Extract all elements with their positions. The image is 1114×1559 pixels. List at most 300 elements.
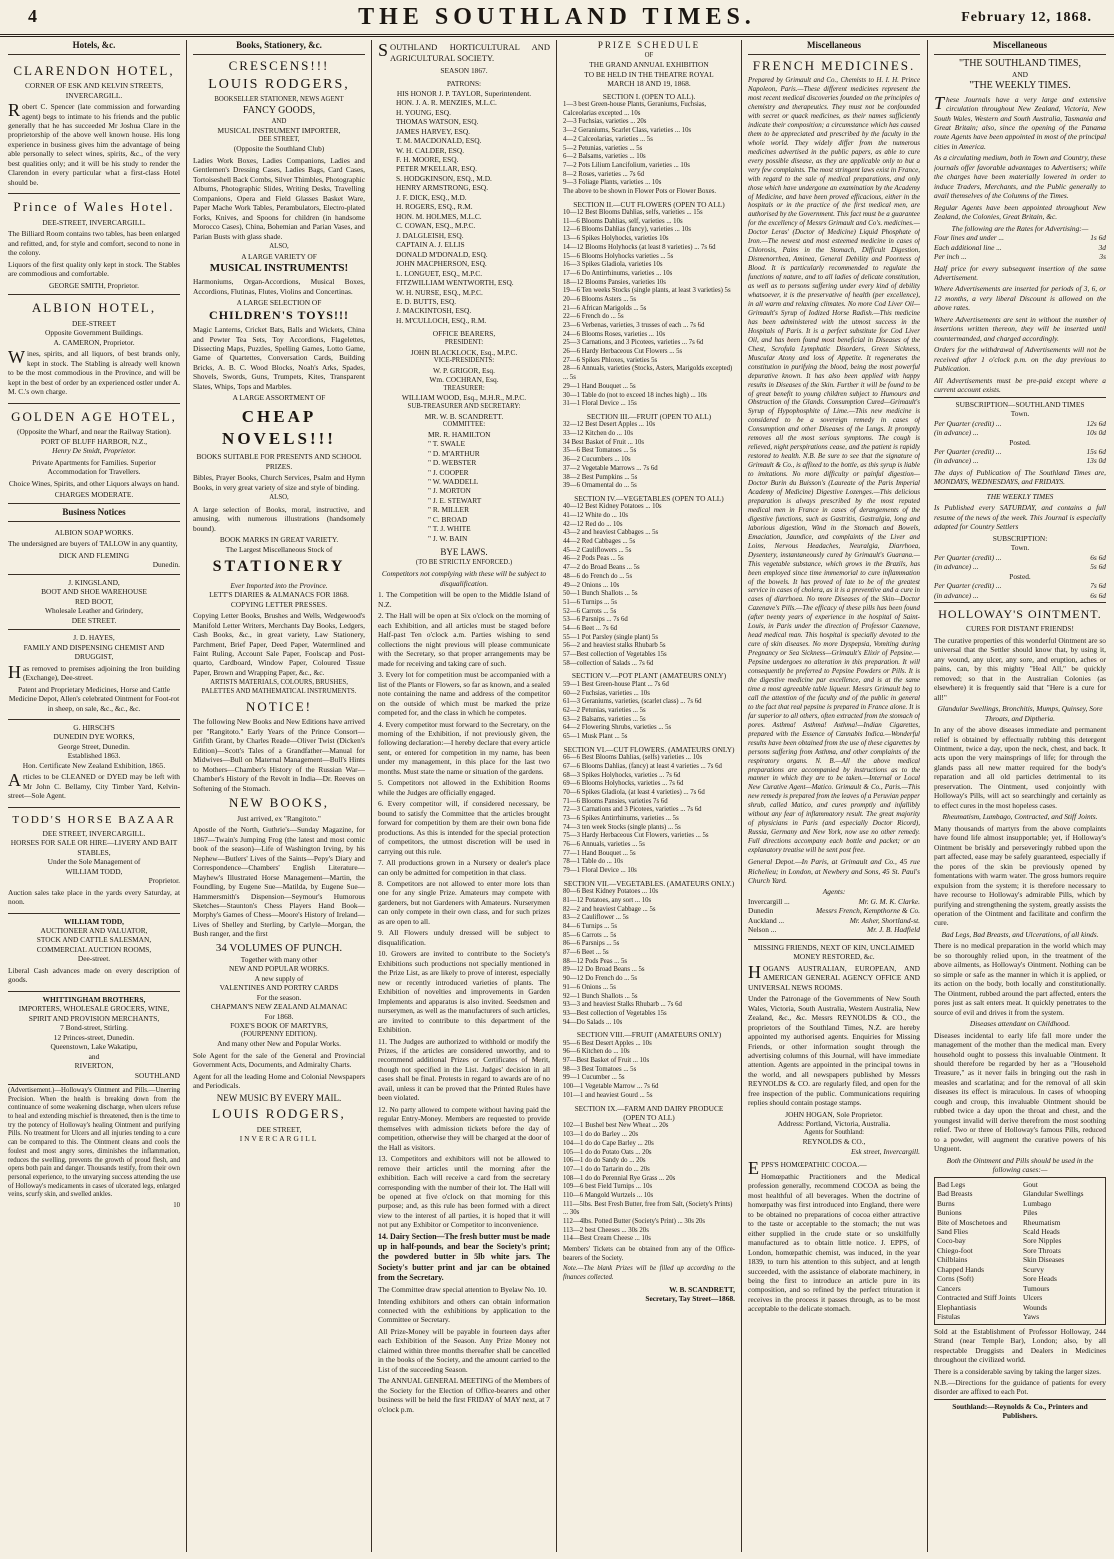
prize-line: 46—2 Pods Peas ... 5s xyxy=(563,555,624,563)
prize-line: 17—6 Do Antirrhinums, varieties ... 10s xyxy=(563,269,673,277)
ad-title: CRESCENS!!! xyxy=(228,57,330,73)
prize-line: 90—12 Do French do ... 5s xyxy=(563,975,638,983)
column-rule xyxy=(371,40,372,1552)
ad-body: Robert C. Spencer (late commission and forwarding agent) begs to intimate to his friends and the public generally that he has succeeded Mr Joshua Clare in the proprietorship of the above well known house. His long experience in business gives him the advantage of being able personally to select wines, spirits, &c., of the very best qualities only; and it will be his study to render the Clarendon in every particular what a first-class Hotel should be. xyxy=(8,100,180,187)
patron: JAMES HARVEY, ESQ. xyxy=(396,126,471,136)
prize-line: 56—2 and heaviest stalks Rhubarb 5s xyxy=(563,642,666,650)
committee-member: " T. SWALE xyxy=(428,439,466,449)
ad-body: There is no medical preparation in the world which may be so thoroughly relied upon, in the treatment of the above ailments, as Holloway's Ointment. Nothing can be so simple or safe as the manner in which it is applied, or its action on the body, both locally and constitutionally. The Ointment, rubbed around the part affected, enters the pores just as salt enters meat. It quickly penetrates to the source of evil and drives it from the system. xyxy=(934,941,1106,1017)
ad-golden-age-hotel xyxy=(8,404,180,505)
patron: FITZWILLIAM WENTWORTH, ESQ. xyxy=(396,278,514,288)
ad-hirsch-dye-works xyxy=(8,720,180,808)
bylaw: 7. All productions grown in a Nursery or dealer's place can only be admitted for competition in that class. xyxy=(378,858,550,877)
prize-line: 3—2 Geraniums, Scarlet Class, varieties ... 10s xyxy=(563,127,692,135)
subscription-heading: SUBSCRIPTION: xyxy=(992,533,1048,543)
subscription-type: Posted. xyxy=(1009,571,1031,581)
ad-note: The Largest Miscellaneous Stock of xyxy=(225,544,333,554)
case-item: Chiego-foot xyxy=(937,1245,973,1255)
column-horticultural xyxy=(378,40,550,1550)
ad-title: FRENCH MEDICINES. xyxy=(752,57,916,73)
prize-line: 32—12 Best Desert Apples ... 10s xyxy=(563,421,656,429)
prize-line: 87—6 Beet ... 5s xyxy=(563,949,609,957)
ad-subhead: Diseases attendant on Childhood. xyxy=(969,1019,1071,1029)
ad-address: (Opposite the Southland Club) xyxy=(233,144,325,154)
column-rule xyxy=(186,40,187,1552)
case-item: Scurvy xyxy=(1023,1264,1044,1274)
prize-line: 7—2 Pots Lilium Lancifolium, varieties ... 10s xyxy=(563,161,690,169)
bylaw: 2. The Hall will be open at Six o'clock on the morning of each Exhibition, and all articles must be staged before Half-past Ten o'clock a.m. Parties wishing to send collections the night previous will please communicate with the Secretary, so that proper arrangements may be made for receiving and taking care of such. xyxy=(378,611,550,668)
ad-subtitle: BOOT AND SHOE WAREHOUSE xyxy=(41,587,147,597)
schedule-note: Note.—The blank Prizes will be filled up according to the finances collected. xyxy=(563,1265,735,1282)
prize-line: 73—6 Spikes Antirrhinums, varieties ... 5s xyxy=(563,814,679,822)
prize-line: 81—12 Potatoes, any sort ... 10s xyxy=(563,896,652,904)
prize-section-title: SECTION I. (OPEN TO ALL). xyxy=(602,91,696,101)
prize-line: 72—3 Carnations and 3 Picotees, varieties ... 7s 6d xyxy=(563,806,702,814)
column-rule xyxy=(927,40,928,1552)
ad-subtitle: COPYING LETTER PRESSES. xyxy=(230,599,328,609)
prize-line: 86—6 Parsnips ... 5s xyxy=(563,940,620,948)
case-item: Burns xyxy=(937,1198,955,1208)
prize-line: 96—6 Kitchen do ... 10s xyxy=(563,1048,630,1056)
patron: J. DALGLEISH, ESQ. xyxy=(396,230,464,240)
ad-note: ARTISTS MATERIALS, COLOURS, BRUSHES, PALETTES AND MATHEMATICAL INSTRUMENTS. xyxy=(201,679,357,696)
prize-line: 57—Best collection of Vegetables 15s xyxy=(563,651,667,659)
prize-line: 78—1 Table do ... 10s xyxy=(563,858,624,866)
prize-line: 108—1 do do Perennial Rye Grass ... 20s xyxy=(563,1174,676,1182)
prize-line: 95—6 Best Desert Apples ... 10s xyxy=(563,1039,652,1047)
schedule-date: MARCH 18 AND 19, 1868. xyxy=(607,79,691,89)
patron: HON. M. HOLMES, M.L.C. xyxy=(396,211,482,221)
treasurer: WILLIAM WOOD, Esq., M.H.R., M.P.C. xyxy=(401,393,527,403)
prize-line: 111—5lbs. Best Fresh Butter, free from Salt, (Society's Prints) ... 30s xyxy=(563,1200,733,1217)
prize-line: 54—6 Beet ... 7s 6d xyxy=(563,624,618,632)
prize-line: 82—2 and heaviest Cabbage ... 5s xyxy=(563,905,656,913)
role-heading: PRESIDENT: xyxy=(444,338,484,346)
ad-title: NOTICE! xyxy=(246,698,312,714)
ad-body: Agent for all the leading Home and Colonial Newspapers and Periodicals. xyxy=(193,1071,365,1091)
ad-body: HORSES FOR SALE OR HIRE—LIVERY AND BAIT STABLES, xyxy=(10,838,178,857)
prize-line: 43—2 and heaviest Cabbages ... 5s xyxy=(563,529,659,537)
ad-title: G. HIRSCH'S xyxy=(73,722,115,732)
ad-body: Auction sales take place in the yards every Saturday, at noon. xyxy=(8,887,180,907)
prize-line: 84—6 Turnips ... 5s xyxy=(563,923,618,931)
committee-member: " D. M'ARTHUR xyxy=(428,448,480,458)
prize-line: 67—6 Blooms Dahlias, (fancy) at least 4 varieties ... 7s 6d xyxy=(563,762,722,770)
patron: JOHN MACPHERSON, ESQ. xyxy=(396,259,487,269)
prize-line: 114—Best Cream Cheese ... 10s xyxy=(563,1235,651,1243)
ad-title: LOUIS RODGERS, xyxy=(208,77,350,93)
ad-todds-horse-bazaar xyxy=(8,808,180,914)
ad-subtitle: FANCY GOODS, xyxy=(242,104,316,116)
ad-subtitle: MUSICAL INSTRUMENT IMPORTER, xyxy=(217,126,341,136)
masthead xyxy=(0,0,1114,37)
prize-line: 113—2 best Cheeses ... 30s 20s xyxy=(563,1226,649,1234)
bylaws-intro: Competitors not complying with these will be subject to disqualification. xyxy=(381,569,547,588)
rate-row: (in advance) ... 6s 6d xyxy=(934,590,1106,600)
ad-note: Hon. Certificate New Zealand Exhibition, 1865. xyxy=(22,760,166,770)
ad-subtitle: VALENTINES AND PORTRY CARDS xyxy=(219,983,339,993)
prize-section-title: SECTION VI.—CUT FLOWERS. (AMATEURS ONLY) xyxy=(563,744,735,754)
bylaw: 10. Growers are invited to contribute to the Society's Exhibitions such productions not specially mentioned in the Prize List, as are likely to prove of interest, especially new or recently introduced varieties of plants. The Exhibition of novelties and improvements in Garden Implements and apparatus is also invited. Seedsmen and nurserymen, as well as the manufacturers of such articles, are invited to contribute to this department of the Exhibition. xyxy=(378,949,550,1035)
rates-note: Orders for the withdrawal of Advertisements will not be received after 1 o'clock p.m. on the day previous to Publication. xyxy=(934,345,1106,374)
bylaws-note: (TO BE STRICTLY ENFORCED.) xyxy=(415,558,513,566)
ad-note: A LARGE VARIETY OF xyxy=(241,251,317,261)
weekly-body: Is Published every SATURDAY, and contains a full resume of the news of the week. This Journal is especially adapted for Country Settlers xyxy=(934,503,1106,532)
ad-note: Established 1863. xyxy=(67,751,121,761)
prize-line: 37—2 Vegetable Marrows ... 7s 6d xyxy=(563,464,658,472)
ad-body: Homœpathic Practitioners and the Medical profession generally, recommend COCOA as being the most healthful of all beverages. When the doctrine of homœpathy was first introduced into England, there were to be obtained no preparations of cocoa either attractive to the taste or acceptable to the stomach; the nut was either supplied in the crude state or so unskilfully manufactured as to obtain little notice. J. EPPS, of London, homœpathic chemist, was induced, in the year 1839, to turn his attention to this subject, and at length succeeded, with the assistance of elaborate machinery, in being the first to introduce an article pure in its composition, and so refined by the perfect trituration it receives in the process it passes through, as to be most acceptable to the delicate stomach. xyxy=(748,1171,920,1314)
prize-line: 76—6 Annuals, varieties ... 5s xyxy=(563,841,645,849)
prize-section-title: SECTION IV.—VEGETABLES (OPEN TO ALL) xyxy=(574,493,724,503)
rates-heading: The following are the Rates for Advertising:— xyxy=(951,223,1089,233)
ad-note: For the season. xyxy=(256,992,302,1002)
prize-line: 105—1 do do Potato Oats ... 20s xyxy=(563,1148,652,1156)
ad-address: DEE STREET, xyxy=(258,135,300,143)
prize-line: 71—6 Blooms Pansies, varieties 7s 6d xyxy=(563,797,668,805)
prize-line: 80—6 Best Kidney Potatoes ... 10s xyxy=(563,888,659,896)
ad-body: Harmoniums, Organ-Accordions, Musical Boxes, Accordions, Flutinas, Flutes, Violins and Concertinas. xyxy=(193,277,365,296)
ad-subtitle: BOOKSELLER STATIONER, NEWS AGENT xyxy=(214,96,344,104)
column-miscellaneous-2 xyxy=(934,40,1106,1550)
ad-title: CLARENDON HOTEL, xyxy=(13,62,175,78)
ad-body: Prepared by Grimault and Co., Chemists to H. I. H. Prince Napoleon, Paris.—These different medicines represent the most recent medical discoveries founded on the principles of chemistry and therapeutics. They must not be confounded with secret or quack medicines, as their names sufficiently indicate their composition; a circumstance which has caused them to be appreciated and prescribed by the faculty in the whole world. They widely differ from the numerous medicines advertised in the public papers, as able to cure every possible disease, as they are applicable only to but a very few complaints. The most stringent laws exist in France, with regard to the sale of medical preparations, and only those which have undergone an examination by the Academy of Medicine, and have been proved efficacious, either in the hospitals or in the practice of the first medical men, are authorised by the Government. This fact must be a guarantee for the excellency of Messrs Grimault and Co's. medicines.—Doctor Leras' (Doctor of Medicine) Liquid Phosphate of Iron.—The newest and most esteemed medicine in cases of Chlorosis, Pains in the Stomach, Difficult Digestion, Dismenorrhea, Aminea, General Debility and Poorness of Blood. It is particularly recommended to regulate the functions of nature, and to all ladies of delicate constitution, as well as to persons suffering under every kind of debility whatsoever, it is the preservative of health (per excellence), in all warm and relaxing climates. No more Cod Liver Oil—Grimault's Syrup of Iodized Horse Radish.—This medicine has been administered with the utmost success in the Hospitals of Paris. It is a perfect substitute for Cod Liver Oil, and has been found most beneficial in Diseases of the Chest, Scrofula Lymphatic Disorders, Green Sickness, Muscular Atony and loss of Appetite. It regenerates the constitution in purifying the blood, being the most powerful depurative known. It has also been applied with happy results in Diseases of the Skin. Further it will be found to be of great benefit to young children subject to Humours and Obstruction of the Glands. Consumption Cured—Grimault's Syrup of Hypophosphite of Lime.—This new medicine is considered to be a sovereign remedy in cases of Consumption and other Diseases of the Lungs. It promptly removes all the most serious symptoms. The cough is relieved, night perspirations cease, and the patient is rapidly restored to health. N.B. Be sure to see that the signature of Grimault & Co., is affixed to the bottle, as this syrup is liable to imitations. No more difficulty or painful digestion—Doctor Burin du Buisson's (Laureate of the Paris Imperial Academy of Medicine) Digestive Lozenges.—This delicious preparation is always prescribed by the most reputed medical men in France in cases of derangements of the digestive functions, such as Gastritis, Gastralgia, long and laborious digestion, Wind in the Stomach and Bowels, Emaciation, Jaundice, and complaints of the Liver and Loins, Nervous Headaches, Neuralgia, Diarrhoea, Dysentery, instantaneously cured by Grimault's Guarana.—This vegetable substance, which grows in the Brazils, has been employed since time immemorial to cure inflammation of the bowels. It has proved of late to be of the greatest service in cases of cholera, as it is a preventive and a cure in cases of diarrhoea. No more Diseases of the Skin—Doctor Cazenave's Pills.—The efficacy of these pills has been found (after twenty years of experience in the hospital of Saint-Louis, in Paris under the direction of Professor Cazenave, head medical man. This hospital is specially devoted to the cure of skin diseases. No more Dyspepsia, Vomiting during Pregnancy or Sea Sickness—Grimault's Elixir of Pepsine.—Pepsine undergoes no alteration in this preparation. It will consequently be preferred to Pepsine Powders or Pills. It is the digestive medicine par excellence, and is at the same time a most agreeable table liqueur. Messrs Grimault beg to call the attention of the faculty and of the public in general to the fact that real pepsine is prepared in France alone. It is far superior to all others, often extracted from the stomach of pores. Asthma! Asthma! Asthma!—Indian Cigarettes, prepared with the Essence of Cannabis Indica.—Wonderful results have been obtained from the use of these cigarettes by persons suffering from Asthma, and other complaints of the respiratory organs. N. B.—All the above medical preparations are accompanied by instructions as to the manner in which they are to be taken.—Internal or Local New Curative Agent—Matico. Grimault & Co., Paris.—This new remedy is prepared from the leaves of a Peruvian pepper shrub, called Matico, and cures promptly and infallibly without any fear of inflammatory result. The great majority of physicians in Paris (and especially Doctor Ricord), Russia, Germany and New York, now use no other remedy. Full directions accompany each bottle and packet; or an explanatory treatise will be sent post free. xyxy=(748,76,920,855)
agent-row: Invercargill ... Mr. G. M. K. Clarke. xyxy=(748,896,920,906)
schedule-signature: W. B. SCANDRETT, xyxy=(669,1284,735,1294)
ad-address: RIVERTON, xyxy=(74,1061,114,1071)
prize-line: 39—6 Ornamental do ... 5s xyxy=(563,482,637,490)
ad-body: Liquors of the first quality only kept in stock. The Stables are commodious and comfortable. xyxy=(8,259,180,279)
ad-note: For 1868. xyxy=(264,1011,294,1021)
ad-note: And many other New and Popular Works. xyxy=(217,1039,341,1049)
prize-line: 44—2 Red Cabbages ... 5s xyxy=(563,538,636,546)
prize-line: 66—6 Best Blooms Dahlias, (selfs) varieties ... 10s xyxy=(563,754,703,762)
prize-line: 33—12 Kitchen do ... 10s xyxy=(563,430,634,438)
bylaw: 4. Every competitor must forward to the Secretary, on the morning of the Exhibition, if not previously given, the following declaration:—I hereby declare that every article sent, or entered for competition in my name, has been under my management, in this place for the last two months. Must state the name or situation of the gardens. xyxy=(378,719,550,776)
ad-body: The following New Books and New Editions have arrived per "Rangitoto." Early Years of the Prince Consort—Grifith Grant, by Charles Reade—Oliver Twist (Dicken's Edition)—Scott's Tales of a Grandfather—Manual for Midwives—Bull on Maternal Management—Bull's Hints to Mothers—Chamber's History of the Russian War—Chamber's History of the Revolt in India—Dr. Reeves on Softening of the Stomach. xyxy=(193,717,365,793)
column-hotels xyxy=(8,40,180,1550)
rate-row: Each additional line ... 3d xyxy=(934,242,1106,252)
ad-body: The Billiard Room contains two tables, has been enlarged and refitted, and, for style and comfort, second to none in the colony. xyxy=(8,229,180,258)
role-heading: SUB-TREASURER AND SECRETARY: xyxy=(407,402,521,410)
prize-line: 31—1 Floral Device ... 15s xyxy=(563,400,637,408)
bylaw: 12. No party allowed to compete without having paid the regular Entry-Money. Members are requested to provide themselves with admission tickets before the day of competition, otherwise they will be charged at the door of the Hall as visitors. xyxy=(378,1104,550,1152)
ad-body: Bibles, Prayer Books, Church Services, Psalm and Hymn Books, in very great variety of size and style of binding. xyxy=(193,473,365,492)
ad-body: Apostle of the North, Guthrie's—Sunday Magazine, for 1867—Twain's Jumping Frog (the latest and most comic book of the season)—Life of Washington Irving, by his Nephew—Butlers' Lives of the Saints—Pepy's Diary and Correspondence—Chambers' English Literature—Mayhew's Illustrated Horse Management—Martin, the Foundling, by Eugene Sue—Matilda, by Eugene Sue—Hammersmith's Dispension—Seymour's Humorous Sketches—Staunton's Chess Players Hand Book—Morphy's Games of Chess—Moore's History of Ireland—Lives of Shelley and Sterling, by Carlyle—Morgan, the Bush ranger, and the first xyxy=(193,825,365,939)
patron: H. M'CULLOCH, ESQ., R.M. xyxy=(396,315,487,325)
ad-subhead: Rheumatism, Lumbago, Contracted, and Stiff Joints. xyxy=(942,812,1098,822)
prize-line: 28—6 Annuals, varieties (Stocks, Asters, Marigolds excepted) ... 5s xyxy=(563,365,733,382)
bylaw: 13. Competitors and exhibitors will not be allowed to remove their articles until the morning after the exhibition. Each will receive a card from the secretary corresponding with the number of their lot. The Hall will be opened at five o'clock on that morning for this purpose; and, as this rule has been formed with a direct view to the interest of all parties, it is hoped that it will not put any Exhibitor or Competitor to inconvenience. xyxy=(378,1154,550,1230)
committee-list xyxy=(378,430,550,544)
ad-subtitle: DUNEDIN DYE WORKS, xyxy=(53,732,135,742)
ad-note: Ever Imported into the Province. xyxy=(230,580,328,590)
members-note: Members' Tickets can be obtained from any of the Office-bearers of the Society. xyxy=(563,1246,735,1262)
rate-row: (in advance) ... 10s 0d xyxy=(934,428,1106,438)
ad-subtitle: (Opposite the Wharf, and near the Railway Station). xyxy=(17,427,171,437)
prize-line: 41—12 White do ... 10s xyxy=(563,512,629,520)
ad-subtitle: FAMILY AND DISPENSING CHEMIST AND DRUGGIST, xyxy=(23,642,165,662)
patron: CAPTAIN A. J. ELLIS xyxy=(396,240,465,250)
ad-note: Together with many other xyxy=(240,954,318,964)
ad-address: DEE-STREET xyxy=(72,318,116,328)
society-title: SOUTHLAND HORTICULTURAL AND AGRICULTURAL SOCIETY. xyxy=(378,40,550,63)
holloway-advertisement: (Advertisement.)—Holloway's Ointment and Pills.—Unerring Precision. When the health is breaking down from the continuance of some weakening discharge, when ulcers refuse to heal and extending mischief is threatened, then is the time to try the potency of Holloway's healing Ointment and purifying Pills. No treatment for Ulcers and all injuries tending to a cure can be compared to this. The Ointment cleans and cools the foulest and most angry sores, diminishes the inflammation, reduces the swelling, prevents the growth of proud flesh, and opens both pain and danger. Thousands testify, from their own personal experience, to the unvarying success attending the use of Holloway's medicaments in cases of ulcerated legs, enlarged veins, scurfy skin, and swelled ankles. xyxy=(8,1087,180,1199)
patron: PETER M'KELLAR, ESQ. xyxy=(396,164,477,174)
ad-subtitle: BOOKS SUITABLE FOR PRESENTS AND SCHOOL PRIZES. xyxy=(196,452,362,471)
ad-note: Just arrived, ex "Rangitoto." xyxy=(237,813,321,823)
committee-member: " J. E. STEWART xyxy=(428,495,482,505)
bylaw: 6. Every competitor will, if considered necessary, be bound to satisfy the Committee that the articles brought forward for competition by them are their own bona fide productions. As this is intended for the special protection of competitors, the utmost discretion will be used in carrying out this rule. xyxy=(378,799,550,856)
prize-line: 42—12 Red do ... 10s xyxy=(563,520,623,528)
prize-line: 12—6 Blooms Dahlias (fancy), varieties ... 10s xyxy=(563,226,691,234)
column-rule xyxy=(741,40,742,1552)
subscription-type: Posted. xyxy=(1009,437,1031,447)
committee-member: " T. J. WHITE xyxy=(428,524,471,534)
ad-title: WILLIAM TODD, xyxy=(63,916,125,926)
bylaw: 5. Competitors not allowed in the Exhibition Rooms while the Judges are officially engaged. xyxy=(378,778,550,797)
ad-body: Patent and Proprietary Medicines, Horse and Cattle Medicine Depot, Allen's celebrated Ointment for Foot-rot in sheep, on sale, &c., &c., &c. xyxy=(8,684,180,713)
ad-address: Opposite Government Buildings. xyxy=(45,328,143,338)
notice: The ANNUAL GENERAL MEETING of the Members of the Society for the Election of Office-bearers and other business will be held the first FRIDAY of MAY next, at 7 o'clock p.m. xyxy=(378,1376,550,1414)
ad-title: TODD'S HORSE BAZAAR xyxy=(12,813,176,826)
ad-body: Under the Patronage of the Governments of New South Wales, Victoria, South Australia, Western Australia, New Zealand, &c., &c. Messrs REYNOLDS & CO., the proprietors of the Southland Times, N.Z. are hereby appointed my authorised agents. Enquiries for Missing Friends, or other information sought through the advertising columns of this Journal, will have immediate attention. Agents are appointed in the principal towns in the world, and all newspapers published by Messrs REYNOLDS & CO. are regularly filed, and open for the free inspection of the public. Communications requiring replies should contain postage stamps. xyxy=(748,994,920,1108)
prize-line: 29—1 Hand Bouquet ... 5s xyxy=(563,382,636,390)
prize-line: 99—1 Cucumber ... 5s xyxy=(563,1074,625,1082)
prize-line: 2—3 Fuchsias, varieties ... 20s xyxy=(563,118,647,126)
ad-body: Wines, spirits, and all liquors, of best brands only, kept in stock. The Stabling is already well known to be the most commodious in the Province, and will be kept in the best of order by an experienced ostler under A. M. C.'s own charge. xyxy=(8,347,180,397)
paper-title: "THE SOUTHLAND TIMES, xyxy=(959,57,1081,69)
bylaw-dairy: 14. Dairy Section—The fresh butter must be made up in half-pounds, and bear the Society's print; the powdered butter in 5lb white jars. The Society's butter print and jar can be obtained from the Secretary. xyxy=(378,1231,550,1282)
prize-line: 63—2 Balsams, varieties ... 5s xyxy=(563,715,646,723)
ad-subtitle: NEW MUSIC BY EVERY MAIL. xyxy=(216,1092,342,1103)
vice-president: Wm. COCHRAN, Esq. xyxy=(429,375,499,385)
subscription-type: Town. xyxy=(1010,409,1030,419)
section-heading: Miscellaneous xyxy=(748,40,920,55)
ad-hayes-chemist xyxy=(8,630,180,720)
ad-title: Prince of Wales Hotel. xyxy=(13,199,175,215)
subscription-type: Town. xyxy=(1010,543,1030,553)
ad-signature: JOHN HOGAN, Sole Proprietor. xyxy=(785,1109,883,1119)
ad-note: A LARGE ASSORTMENT OF xyxy=(232,393,326,403)
office-bearers-heading: OFFICE BEARERS, xyxy=(432,329,496,339)
prize-line: 16—3 Spikes Gladiola, varieties 10s xyxy=(563,261,663,269)
notice: Intending exhibitors and others can obtain information connected with the exhibitions by application to the Committee or Secretary. xyxy=(378,1296,550,1325)
committee-member: " R. MILLER xyxy=(428,505,469,515)
rates-note: Where Advertisements are inserted for periods of 3, 6, or 12 months, a very liberal Discount is allowed on the above rates. xyxy=(934,284,1106,313)
prize-line: 34 Best Basket of Fruit ... 10s xyxy=(563,438,644,446)
ad-firm: DICK AND FLEMING xyxy=(58,550,130,560)
ad-address: SOUTHLAND xyxy=(134,1070,180,1080)
ad-body: Ladies Work Boxes, Ladies Companions, Ladies and Gentlemen's Dressing Cases, Ladies Bags, Card Cases, Tortoiseshell Back Combs, Silver Thimbles, Photographic Albums, Photographic Slides, Writing Desks, Travelling Companions, Opera and Field Glasses Basket Ware, Paper Mache Work Tables, Perambulators, Electro-plated Forks, Knives, and Spoons for children (in handsome Morocco Cases), China, Bohemian and Parian Vases, and Parian Busts with glass shade. xyxy=(193,155,365,241)
section-heading: Miscellaneous xyxy=(934,40,1106,55)
page-number: 4 xyxy=(28,6,37,26)
agent-row: Nelson ... Mr. J. B. Hadfield xyxy=(748,925,920,935)
column-miscellaneous-1 xyxy=(748,40,920,1550)
prize-line: 102—1 Bushel best New Wheat ... 20s xyxy=(563,1122,669,1130)
prize-line: 62—2 Petunias, varieties ... 5s xyxy=(563,706,646,714)
prize-section-title: SECTION II.—CUT FLOWERS (OPEN TO ALL) xyxy=(573,199,725,209)
agents-heading: Agents for Southland: xyxy=(803,1128,865,1136)
agents-heading: Agents: xyxy=(822,887,846,897)
ad-title: J. KINGSLAND, xyxy=(68,577,120,587)
prize-line: 14—12 Blooms Holyhocks (at least 8 varieties) ... 7s 6d xyxy=(563,243,716,251)
prize-line: 106—1 do do Sandy do ... 20s xyxy=(563,1157,646,1165)
patron: L. LONGUET, ESQ., M.P.C. xyxy=(396,268,483,278)
bylaw: 11. The Judges are authorized to withhold or modify the Prizes, if the articles are considered unworthy, and to recommend additional Prizes or Certificates of Merit, though not specified in the List. Judges' decision in all cases shall be final. Protests in regard to awards are of no avail, unless it can be proved that the Printed Rules have been violated. xyxy=(378,1036,550,1103)
prize-line: 45—2 Cauliflowers ... 5s xyxy=(563,546,632,554)
bylaw: 1. The Competition will be open to the Middle Island of N.Z. xyxy=(378,590,550,609)
prize-line: 55—1 Pot Parsley (single plant) 5s xyxy=(563,633,658,641)
ad-body: Has removed to premises adjoining the Iron building (Exchange), Dee-street. xyxy=(8,661,180,683)
ad-address: George Street, Dunedin. xyxy=(58,741,130,751)
bylaw: 9. All Flowers unduly dressed will be subject to disqualification. xyxy=(378,928,550,947)
ad-body: N.B.—Directions for the guidance of patients for every disorder are affixed to each Pot. xyxy=(934,1378,1106,1397)
section-heading: Business Notices xyxy=(8,507,180,522)
ad-title: GOLDEN AGE HOTEL, xyxy=(11,408,177,424)
ad-note: A LARGE SELECTION OF xyxy=(236,298,322,308)
prize-line: 27—6 Spikes Phloxes, varieties 5s xyxy=(563,356,658,364)
prize-line: 49—2 Onions ... 10s xyxy=(563,581,620,589)
committee-member: " W. WADDELL xyxy=(428,477,479,486)
ad-title: EPPS'S HOMŒPATHIC COCOA.— xyxy=(748,1158,867,1179)
prize-line: 20—6 Blooms Asters ... 5s xyxy=(563,295,637,303)
prize-line: 85—6 Carrots ... 5s xyxy=(563,931,617,939)
rate-row: Per inch ... 3s xyxy=(934,252,1106,262)
committee-member: " D. WEBSTER xyxy=(428,458,477,468)
ad-address: INVERCARGILL xyxy=(239,1134,319,1144)
schedule-title: OF xyxy=(644,51,654,59)
patron: THOMAS WATSON, ESQ. xyxy=(396,117,479,127)
ad-subhead: Both the Ointment and Pills should be used in the following cases:— xyxy=(946,1155,1094,1175)
ad-body: The undersigned are buyers of TALLOW in any quantity, xyxy=(8,539,178,549)
ad-whittingham-brothers xyxy=(8,992,180,1085)
prize-line: 6—2 Balsams, varieties ... 10s xyxy=(563,153,646,161)
ad-note: CHARGES MODERATE. xyxy=(54,490,134,500)
prize-section-title: SECTION VIII.—FRUIT (AMATEURS ONLY) xyxy=(576,1030,722,1040)
rates-note: All Advertisements must be pre-paid except where a current account exists. xyxy=(934,375,1106,395)
column-rule xyxy=(556,40,557,1552)
case-item: Sore Nipples xyxy=(1023,1236,1062,1246)
ad-note: ALSO, xyxy=(269,494,289,502)
ad-subtitle: AUCTIONEER AND VALUATOR, xyxy=(40,926,148,936)
ad-body: There is a considerable saving by taking the larger sizes. xyxy=(934,1366,1101,1376)
prize-line: 100—1 Vegetable Marrow ... 7s 6d xyxy=(563,1083,659,1091)
prize-line: 104—1 do do Cape Barley ... 20s xyxy=(563,1139,654,1147)
patron: S. HODGKINSON, ESQ., M.D. xyxy=(396,173,492,183)
prize-line: 50—1 Bunch Shallots ... 5s xyxy=(563,590,638,598)
schedule-title: THE GRAND ANNUAL EXHIBITION xyxy=(589,60,709,70)
prize-line: 1—3 best Green-house Plants, Geraniums, Fuchsias, Calceolarias excepted ... 10s xyxy=(563,101,707,117)
ad-subtitle: CHAPMAN'S NEW ZEALAND ALMANAC xyxy=(210,1002,348,1012)
patron-superintendent: HIS HONOR J. P. TAYLOR, Superintendent. xyxy=(396,88,532,98)
case-item: Sore Heads xyxy=(1023,1274,1057,1284)
prize-line: The above to be shown in Flower Pots or Flower Boxes. xyxy=(563,187,717,195)
prize-line: 4—2 Calceolarias, varieties ... 5s xyxy=(563,135,653,143)
patron: T. M. MACDONALD, ESQ. xyxy=(396,136,482,146)
cases-table xyxy=(934,1177,1106,1325)
ad-subhead: Glandular Swellings, Bronchitis, Mumps, Quinsey, Sore Throats, and Diptheria. xyxy=(937,704,1103,723)
ad-body: Many thousands of martyrs from the above complaints have found life almost insupportable; yet, if Holloway's Ointment be briskly and perseveringly rubbed upon the part affected, ease may be safely guaranteed, especially if the pores of the skin be previously opened by fomentations with warm water. The gross humors require expulsion from the system; it is therefore necessary to have recourse to Holloway's admirable Pills, which by purifying and strengthening the system, greatly assists the operation of the Ointment and facilitate and confirm the cure. xyxy=(934,823,1106,928)
prize-line: 103—1 do do Barley ... 20s xyxy=(563,1131,639,1139)
paper-title: AND xyxy=(1011,70,1028,80)
case-item: Bite of Moschetoes and Sand Flies xyxy=(937,1217,1007,1236)
prize-line: 47—2 do Broad Beans ... 5s xyxy=(563,564,640,572)
ad-depot: General Depot.—In Paris, at Grimault and Co., 45 rue Richelieu; in London, at Newbery and Sons, 45 St. Paul's Church Yard. xyxy=(748,857,920,885)
ad-body: Regular Agents have been appointed throughout New Zealand, the Colonies, Great Britain, &c. xyxy=(934,202,1106,222)
ad-body: Copying Letter Books, Brushes and Wells, Wedgewood's Manifold Letter Writers, Merchants Day Books, Ledgers, Cash Books, &c., in great variety, Law Stationery, Parchment, Brief Paper, Deed Paper, Watermlined and Faint Ruling, Account Sale Paper, Foolscap and Post-quarto, Cardboard, Window Paper, Coloured Tissue Paper, Brown and Wrapping Paper, &c., &c. xyxy=(193,611,365,677)
ad-address: Dee-street. xyxy=(77,954,111,964)
ad-title: WHITTINGHAM BROTHERS, xyxy=(42,994,146,1004)
ad-albion-soap-works xyxy=(8,525,180,575)
cases-column xyxy=(1023,1180,1103,1322)
patron: H. ROGERS, ESQ., R.M. xyxy=(396,202,473,212)
rate-row: Per Quarter (credit) ... 15s 6d xyxy=(934,446,1106,456)
rate-row: (in advance) ... 5s 6d xyxy=(934,562,1106,572)
case-item: Sore Throats xyxy=(1023,1245,1061,1255)
ad-proprietor: GEORGE SMITH, Proprietor. xyxy=(49,280,139,290)
prize-line: 61—3 Geraniums, varieties, (scarlet class) ... 7s 6d xyxy=(563,698,702,706)
cases-column xyxy=(937,1180,1017,1322)
prize-section-title: SECTION VII.—VEGETABLES. (AMATEURS ONLY.) xyxy=(563,878,735,888)
prize-line: 89—12 Do Broad Beans ... 5s xyxy=(563,966,645,974)
ad-body: Sole Agent for the sale of the General and Provincial Government Acts, Documents, and Admiralty Charts. xyxy=(193,1050,365,1070)
ad-proprietor: Proprietor. xyxy=(148,876,180,886)
bylaw: 8. Competitors are not allowed to enter more lots than one for any single Prize. Amateurs may compete with gardeners, but not Gardeners with Amateurs. Nurserymen can only compete in their own class, and for such prizes as are open to all. xyxy=(378,879,550,926)
subscription-heading: SUBSCRIPTION—SOUTHLAND TIMES xyxy=(934,397,1106,409)
prize-line: 83—2 Cauliflower ... 5s xyxy=(563,914,629,922)
patron: HENRY ARMSTRONG, ESQ. xyxy=(396,183,489,193)
ad-address: Address: Portland, Victoria, Australia. xyxy=(777,1119,891,1129)
prize-line: 40—12 Best Kidney Potatoes ... 10s xyxy=(563,503,662,511)
ad-subtitle: LETT'S DIARIES & ALMANACS FOR 1868. xyxy=(209,590,349,600)
ad-note: A new supply of xyxy=(254,973,304,983)
ad-albion-hotel xyxy=(8,295,180,403)
rate-row: Four lines and under ... 1s 6d xyxy=(934,233,1106,243)
ad-address: 7 Bond-street, Stirling. xyxy=(60,1023,128,1033)
ad-note: (FOURPENNY EDITION). xyxy=(240,1030,318,1038)
president: JOHN BLACKLOCK, Esq., M.P.C. xyxy=(410,347,518,357)
committee-member: " J. W. BAIN xyxy=(428,533,468,543)
prize-line: 68—3 Spikes Holyhocks, varieties ... 7s 6d xyxy=(563,771,681,779)
ad-title: ALBION HOTEL, xyxy=(31,300,157,316)
ad-address: Queenstown, Lake Wakatipu, xyxy=(50,1042,138,1052)
case-item: Rheumatism xyxy=(1023,1217,1061,1227)
patron: H. YOUNG, ESQ. xyxy=(396,107,451,117)
role-heading: COMMITTEE: xyxy=(442,420,486,428)
patron: J. MACKINTOSH, ESQ. xyxy=(396,306,472,316)
rates-note: Where Advertisements are sent in without the number of insertions written thereon, they will be inserted until countermanded, and charged accordingly. xyxy=(934,314,1106,343)
ad-body: As a circulating medium, both in Town and Country, these journals offer favorable advantages to Advertisers; while the charges have been materially lowered in order to induce Traders, Merchants, and the Public generally to avail themselves of the Columns of the Times. xyxy=(934,153,1106,201)
secretary: MR. W. B. SCANDRETT. xyxy=(424,411,504,421)
issue-date: February 12, 1868. xyxy=(961,10,1092,25)
ad-body: Private Apartments for Families. Superior Accommodation for Travellers. xyxy=(32,457,156,477)
case-item: Piles xyxy=(1023,1208,1038,1218)
prize-section-title: SECTION III.—FRUIT (OPEN TO ALL) xyxy=(586,411,712,421)
patron: E. D. BUTTS, ESQ. xyxy=(396,297,457,306)
patron: DONALD M'DONALD, ESQ. xyxy=(396,249,488,259)
ad-address: DEE STREET. xyxy=(71,615,117,625)
column-books xyxy=(193,40,365,1550)
ad-address: CORNER OF ESK AND KELVIN STREETS, INVERCARGILL. xyxy=(24,81,164,100)
prize-line: 88—12 Pods Peas ... 5s xyxy=(563,957,628,965)
case-item: Skin Diseases xyxy=(1023,1255,1065,1265)
case-item: Glandular Swellings xyxy=(1023,1189,1084,1199)
case-item: Chapped Hands xyxy=(937,1264,985,1274)
prize-line: 77—1 Hand Bouquet ... 5s xyxy=(563,849,636,857)
paper-title: "THE WEEKLY TIMES. xyxy=(969,79,1071,91)
schedule-title: PRIZE SCHEDULE xyxy=(597,40,701,50)
prize-line: 53—6 Parsnips ... 7s 6d xyxy=(563,616,628,624)
